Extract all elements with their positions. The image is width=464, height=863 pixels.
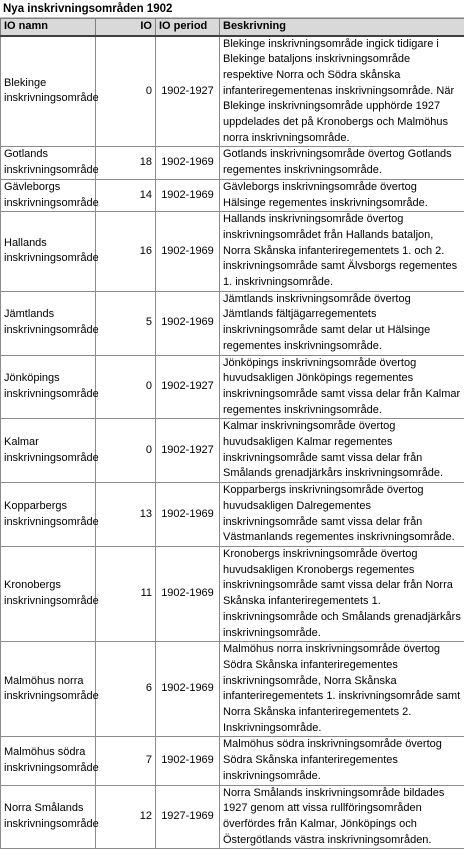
cell-io[interactable]: 13 bbox=[96, 483, 156, 547]
cell-io-period[interactable]: 1902-1927 bbox=[156, 355, 220, 419]
table-row bbox=[1, 419, 464, 483]
cell-io[interactable]: 5 bbox=[96, 291, 156, 355]
cell-io-namn[interactable]: Kalmar inskrivningsområde bbox=[1, 419, 96, 483]
cell-io[interactable]: 11 bbox=[96, 547, 156, 642]
cell-beskrivning[interactable]: Jönköpings inskrivningsområde övertog huvudsakligen Jönköpings regementes inskrivningsområde samt vissa delar från Kalmar regementes inskrivningsområde. bbox=[220, 355, 464, 419]
cell-beskrivning[interactable]: Jämtlands inskrivningsområde övertog Jämtlands fältjägarregementets inskrivningsområde samt delar ut Hälsinge regementes inskrivningsområde. bbox=[220, 291, 464, 355]
header-io-period[interactable]: IO period bbox=[156, 19, 220, 36]
cell-io-period[interactable]: 1927-1969 bbox=[156, 785, 220, 849]
cell-io[interactable]: 7 bbox=[96, 737, 156, 785]
cell-io[interactable]: 16 bbox=[96, 212, 156, 292]
cell-io[interactable]: 0 bbox=[96, 36, 156, 147]
table-row bbox=[1, 547, 464, 642]
cell-io-period[interactable]: 1902-1969 bbox=[156, 212, 220, 292]
cell-io-period[interactable]: 1902-1969 bbox=[156, 291, 220, 355]
cell-beskrivning[interactable]: Malmöhus norra inskrivningsområde övertog Södra Skånska infanteriregementes inskrivningsområde, Norra Skånska infanteriregementets 1. inskrivningsområde samt Norra Skånska infanteriregementets 2. Inskrivningsområde. bbox=[220, 642, 464, 737]
cell-io-period[interactable]: 1902-1969 bbox=[156, 547, 220, 642]
cell-io-namn[interactable]: Malmöhus södra inskrivningsområde bbox=[1, 737, 96, 785]
cell-io-namn[interactable]: Gotlands inskrivningsområde bbox=[1, 147, 96, 179]
cell-beskrivning[interactable]: Gävleborgs inskrivningsområde övertog Hälsinge regementes inskrivningsområde. bbox=[220, 179, 464, 211]
cell-io[interactable]: 6 bbox=[96, 642, 156, 737]
cell-beskrivning[interactable]: Hallands inskrivningsområde övertog inskrivningsområdet från Hallands bataljon, Norra Skånska infanteriregementets 1. och 2. inskrivningsområde samt Älvsborgs regementes 1. inskrivningsområde. bbox=[220, 212, 464, 292]
cell-io-namn[interactable]: Malmöhus norra inskrivningsområde bbox=[1, 642, 96, 737]
data-table bbox=[0, 18, 464, 849]
cell-io-period[interactable]: 1902-1969 bbox=[156, 147, 220, 179]
table-row bbox=[1, 36, 464, 147]
cell-beskrivning[interactable]: Kronobergs inskrivningsområde övertog huvudsakligen Kronobergs regementes inskrivningsområde samt vissa delar från Norra Skånska infanteriregementets 1. inskrivningsområde och Smålands grenadjärkårs inskrivningsområde. bbox=[220, 547, 464, 642]
header-row bbox=[1, 19, 464, 36]
table-row bbox=[1, 212, 464, 292]
table-row bbox=[1, 147, 464, 179]
cell-io-namn[interactable]: Kopparbergs inskrivningsområde bbox=[1, 483, 96, 547]
table-row bbox=[1, 483, 464, 547]
cell-beskrivning[interactable]: Kopparbergs inskrivningsområde övertog huvudsakligen Dalregementes inskrivningsområde samt vissa delar från Västmanlands regementes inskrivningsområde. bbox=[220, 483, 464, 547]
cell-beskrivning[interactable]: Kalmar inskrivningsområde övertog huvudsakligen Kalmar regementes inskrivningsområde samt vissa delar från Smålands grenadjärkårs inskrivningsområde. bbox=[220, 419, 464, 483]
table-row bbox=[1, 642, 464, 737]
table-row bbox=[1, 785, 464, 849]
header-io[interactable]: IO bbox=[96, 19, 156, 36]
cell-io[interactable]: 18 bbox=[96, 147, 156, 179]
cell-io[interactable]: 0 bbox=[96, 355, 156, 419]
cell-io-period[interactable]: 1902-1969 bbox=[156, 483, 220, 547]
cell-io[interactable]: 12 bbox=[96, 785, 156, 849]
cell-io[interactable]: 0 bbox=[96, 419, 156, 483]
cell-beskrivning[interactable]: Gotlands inskrivningsområde övertog Gotlands regementes inskrivningsområde. bbox=[220, 147, 464, 179]
cell-beskrivning[interactable]: Blekinge inskrivningsområde ingick tidigare i Blekinge bataljons inskrivningsområde respektive Norra och Södra skånska infanteriregementenas inskrivningsområde. När Blekinge inskrivningsområde upphörde 1927 uppdelades det på Kronobergs och Malmöhus norra inskrivningsområde. bbox=[220, 36, 464, 147]
cell-beskrivning[interactable]: Norra Smålands inskrivningsområde bildades 1927 genom att vissa rullföringsområden överfördes från Kalmar, Jönköpings och Östergötlands västra inskrivningsområden. bbox=[220, 785, 464, 849]
cell-beskrivning[interactable]: Malmöhus södra inskrivningsområde övertog Södra Skånska infanteriregementes inskrivningsområde. bbox=[220, 737, 464, 785]
table-row bbox=[1, 291, 464, 355]
cell-io-namn[interactable]: Blekinge inskrivningsområde bbox=[1, 36, 96, 147]
header-io-namn[interactable]: IO namn bbox=[1, 19, 96, 36]
cell-io-namn[interactable]: Gävleborgs inskrivningsområde bbox=[1, 179, 96, 211]
table-row bbox=[1, 179, 464, 211]
cell-io-namn[interactable]: Kronobergs inskrivningsområde bbox=[1, 547, 96, 642]
cell-io[interactable]: 14 bbox=[96, 179, 156, 211]
cell-io-period[interactable]: 1902-1969 bbox=[156, 642, 220, 737]
cell-io-period[interactable]: 1902-1969 bbox=[156, 737, 220, 785]
cell-io-namn[interactable]: Hallands inskrivningsområde bbox=[1, 212, 96, 292]
cell-io-period[interactable]: 1902-1927 bbox=[156, 419, 220, 483]
cell-io-namn[interactable]: Jönköpings inskrivningsområde bbox=[1, 355, 96, 419]
table-row bbox=[1, 355, 464, 419]
cell-io-period[interactable]: 1902-1969 bbox=[156, 179, 220, 211]
cell-io-namn[interactable]: Norra Smålands inskrivningsområde bbox=[1, 785, 96, 849]
cell-io-namn[interactable]: Jämtlands inskrivningsområde bbox=[1, 291, 96, 355]
cell-io-period[interactable]: 1902-1927 bbox=[156, 36, 220, 147]
sheet-title[interactable]: Nya inskrivningsområden 1902 bbox=[0, 0, 464, 18]
header-beskrivning[interactable]: Beskrivning bbox=[220, 19, 464, 36]
table-row bbox=[1, 737, 464, 785]
